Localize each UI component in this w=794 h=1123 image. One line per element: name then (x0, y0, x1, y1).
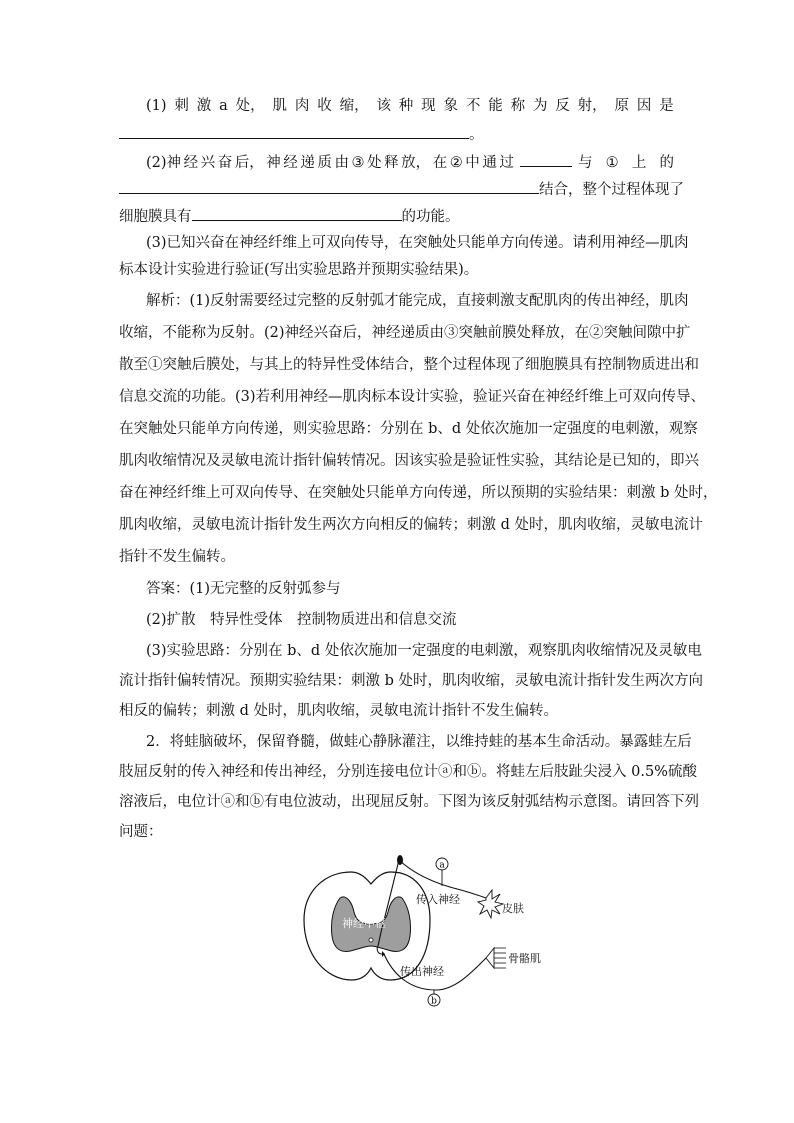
q1-line1-char: 反 (555, 98, 570, 114)
q1-line1-char: 种 (398, 98, 414, 114)
q2-line1-char: 神 (266, 155, 281, 171)
q2-line1-char: 由 (334, 155, 349, 171)
q2-line1-char: 过 (499, 155, 514, 171)
answer-line-4: 流计指针偏转情况。预期实验结果：刺激 b 处时，肌肉收缩，灵敏电流计指针发生两次方向 (119, 673, 703, 689)
q2-line1-char: 在 (432, 155, 448, 171)
analysis-line-1: 解析：(1)反射需要经过完整的反射弧才能完成，直接刺激支配肌肉的传出神经，肌肉 (146, 293, 689, 309)
answer-line-2: (2)扩散 特异性受体 控制物质进出和信息交流 (146, 612, 457, 628)
q2-line3-start: 细胞膜具有 (119, 209, 192, 225)
q2-line1-char: ② (449, 155, 463, 171)
q1-line1-char: 该 (376, 98, 391, 114)
q2-next-line-4: 问题： (119, 824, 163, 840)
q2-line1-text (146, 153, 514, 173)
q2-next-line-2: 肢屈反射的传入神经和传出神经，分别连接电位计ⓐ和ⓑ。将蛙左后肢趾尖浸入 0.5%硫酸 (119, 764, 697, 780)
label-skeletal-muscle: 骨骼肌 (508, 952, 541, 965)
q2-line3 (119, 206, 460, 227)
q2-line1-char: (2)神 (146, 155, 182, 171)
q1-line2 (119, 124, 484, 145)
q1-answer-blank (119, 124, 469, 139)
label-nerve-center: 神经中枢 (342, 917, 386, 930)
q2-line2-end: 结合，整个过程体现了 (539, 182, 684, 198)
q1-line1-char: 激 (196, 98, 212, 114)
q2-line1-char: 兴 (200, 155, 216, 171)
q2-line1-tail-char: 的 (659, 155, 674, 171)
q2-line1-tail-char: 上 (631, 155, 647, 171)
q1-line1-char: 缩， (339, 98, 369, 114)
q1-line1-char: 能 (488, 98, 503, 114)
q1-line1-char: 不 (465, 98, 481, 114)
q2-line1-char: 质 (317, 155, 332, 171)
answer-line-3: (3)实验思路：分别在 b、d 处依次施加一定强度的电刺激，观察肌肉收缩情况及灵敏电 (146, 643, 702, 659)
q2-line1-char: 通 (482, 155, 497, 171)
q1-line1-char: 是 (659, 98, 674, 114)
label-skin: 皮肤 (502, 902, 524, 915)
q1-line1-char: 刺 (174, 98, 189, 114)
meter-b-label: b (431, 996, 437, 1007)
analysis-line-2: 收缩，不能称为反射。(2)神经兴奋后，神经递质由③突触前膜处释放，在②突触间隙中扩 (119, 325, 691, 341)
q1-line1-char: 收 (317, 98, 332, 114)
meter-a-label: a (439, 860, 445, 871)
label-afferent-nerve: 传入神经 (416, 893, 460, 906)
q2-blank-1 (520, 152, 572, 167)
q1-line2-end: 。 (469, 127, 484, 143)
q2-line1-tail-char: 与 (578, 155, 593, 171)
q2-line1-char: 中 (465, 155, 480, 171)
q1-line1-char: 处， (235, 98, 265, 114)
q2-line2 (119, 179, 684, 200)
skin-receptor-icon (478, 890, 503, 918)
q1-line1-char: 为 (532, 98, 548, 114)
q2-line3-end: 的功能。 (401, 209, 460, 225)
skeletal-muscle-icon (486, 948, 506, 968)
analysis-line-4: 信息交流的功能。(3)若利用神经—肌肉标本设计实验，验证兴奋在神经纤维上可双向传导、 (119, 389, 706, 405)
q2-line1-char: 放， (401, 155, 431, 171)
central-canal (369, 938, 373, 942)
reflex-arc-diagram (296, 850, 541, 1010)
q1-line1-char: 射， (577, 98, 607, 114)
q3-line2: 标本设计实验进行验证(写出实验思路并预期实验结果)。 (119, 262, 479, 278)
analysis-line-9: 指针不发生偏转。 (119, 549, 235, 565)
q1-line1-char: a (219, 98, 228, 114)
q2-line1-char: ③ (351, 155, 365, 171)
answer-line-5: 相反的偏转；刺激 d 处时，肌肉收缩，灵敏电流计指针不发生偏转。 (119, 703, 558, 719)
analysis-line-6: 肌肉收缩情况及灵敏电流计指针偏转情况。因该实验是验证性实验，其结论是已知的，即兴 (119, 453, 699, 469)
label-efferent-nerve: 传出神经 (400, 965, 444, 978)
q2-line1-tail-char: ① (605, 155, 619, 171)
q1-line1 (146, 96, 674, 116)
q1-line1-char: (1) (146, 98, 167, 114)
q2-line1-char: 经 (183, 155, 199, 171)
q2-line1-char: 处 (367, 155, 382, 171)
q1-line1-char: 肉 (294, 98, 310, 114)
q2-blank-2 (119, 179, 539, 194)
q3-line1: (3)已知兴奋在神经纤维上可双向传导，在突触处只能单方向传递。请利用神经—肌肉 (146, 235, 689, 251)
q1-line1-char: 因 (636, 98, 652, 114)
q2-line1-char: 奋 (217, 155, 233, 171)
analysis-line-7: 奋在神经纤维上可双向传导、在突触处只能单方向传递，所以预期的实验结果：刺激 b 处时， (119, 485, 718, 501)
q2-blank-3 (192, 206, 402, 221)
q1-line1-char: 称 (510, 98, 526, 114)
q1-line1-char: 肌 (272, 98, 287, 114)
dorsal-root-ganglion (397, 855, 403, 865)
q2-line1-tail (578, 153, 674, 173)
q2-line1-char: 递 (300, 155, 315, 171)
q2-next-line-3: 溶液后，电位计ⓐ和ⓑ有电位波动，出现屈反射。下图为该反射弧结构示意图。请回答下列 (119, 794, 699, 810)
answer-line-1: 答案：(1)无完整的反射弧参与 (146, 581, 341, 597)
q2-next-line-1: 2．将蛙脑破坏，保留脊髓，做蛙心静脉灌注，以维持蛙的基本生命活动。暴露蛙左后 (146, 734, 692, 750)
analysis-line-3: 散至①突触后膜处，与其上的特异性受体结合，整个过程体现了细胞膜具有控制物质进出和 (119, 357, 699, 373)
q1-line1-char: 现 (421, 98, 436, 114)
analysis-line-8: 肌肉收缩，灵敏电流计指针发生两次方向相反的偏转；刺激 d 处时，肌肉收缩，灵敏电流计 (119, 517, 703, 533)
q2-line1-char: 经 (283, 155, 298, 171)
q1-line1-char: 原 (614, 98, 630, 114)
analysis-line-5: 在突触处只能单方向传递，则实验思路：分别在 b、d 处依次施加一定强度的电刺激，观察 (119, 421, 698, 437)
q2-line1-char: 释 (384, 155, 399, 171)
q1-line1-char: 象 (443, 98, 459, 114)
q2-line1-char: 后， (234, 155, 264, 171)
q2-line1 (146, 152, 674, 173)
